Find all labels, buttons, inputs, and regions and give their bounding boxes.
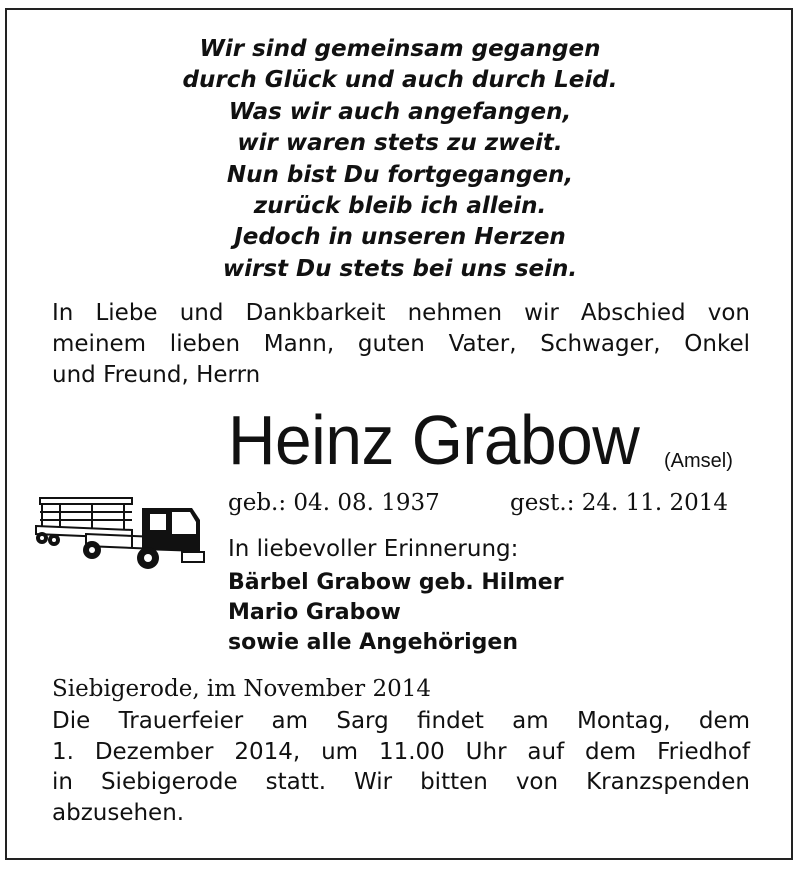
mourner-name: Bärbel Grabow geb. Hilmer bbox=[228, 570, 564, 595]
mourner-name: Mario Grabow bbox=[228, 600, 401, 625]
service-line: Die Trauerfeier am Sarg findet am Montag, dem bbox=[52, 708, 750, 734]
memorial-poem bbox=[0, 34, 800, 285]
intro-line: meinem lieben Mann, guten Vater, Schwager, Onkel bbox=[52, 331, 750, 357]
farewell-intro bbox=[52, 298, 750, 391]
service-line: 1. Dezember 2014, um 11.00 Uhr auf dem Friedhof bbox=[52, 738, 750, 765]
birth-date: geb.: 04. 08. 1937 bbox=[228, 490, 440, 516]
poem-line: durch Glück und auch durch Leid. bbox=[182, 67, 618, 94]
deceased-nickname: (Amsel) bbox=[664, 450, 733, 472]
place-date: Siebigerode, im November 2014 bbox=[52, 676, 431, 702]
poem-line: wirst Du stets bei uns sein. bbox=[222, 255, 578, 282]
service-line: abzusehen. bbox=[52, 799, 185, 826]
poem-line: Wir sind gemeinsam gegangen bbox=[199, 36, 601, 62]
poem-line: Was wir auch angefangen, bbox=[228, 98, 572, 125]
funeral-service-info bbox=[52, 706, 750, 828]
memory-label: In liebevoller Erinnerung: bbox=[228, 536, 519, 562]
poem-line: Jedoch in unseren Herzen bbox=[234, 224, 566, 251]
mourner-name: sowie alle Angehörigen bbox=[228, 630, 519, 655]
poem-line: zurück bleib ich allein. bbox=[253, 193, 547, 220]
service-line: in Siebigerode statt. Wir bitten von Kranzspenden bbox=[52, 769, 750, 795]
mourners-list bbox=[228, 568, 564, 658]
truck-icon bbox=[32, 490, 217, 580]
death-date: gest.: 24. 11. 2014 bbox=[510, 490, 729, 516]
deceased-name: Heinz Grabow bbox=[228, 401, 640, 479]
intro-line: und Freund, Herrn bbox=[52, 362, 261, 388]
poem-line: Nun bist Du fortgegangen, bbox=[226, 161, 574, 188]
intro-line: In Liebe und Dankbarkeit nehmen wir Abschied von bbox=[52, 300, 750, 326]
poem-line: wir waren stets zu zweit. bbox=[237, 130, 563, 157]
